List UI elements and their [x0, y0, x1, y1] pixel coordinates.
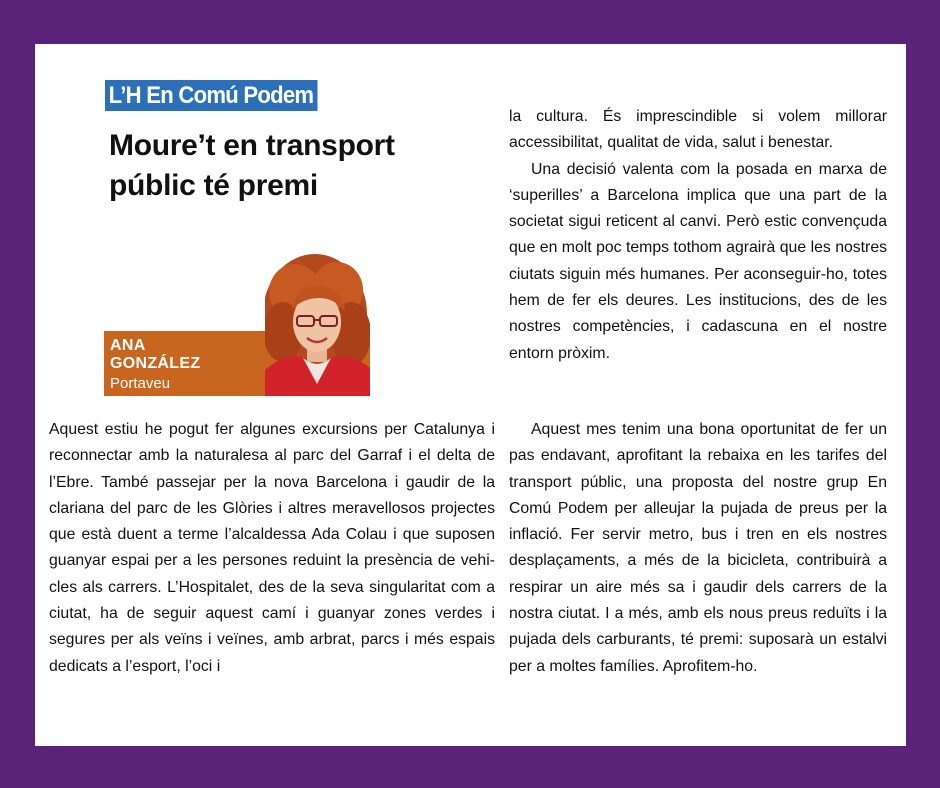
article-column-left [49, 417, 495, 680]
author-name: ANA GONZÁLEZ [110, 337, 201, 372]
paragraph: Una decisió valenta com la posada en marxa de ‘superilles’ a Barcelona implica que una part de la societat sigui reticent al canvi. Però estic convençuda que en molt poc temps tothom agrairà que les nostres ciutats siguin més humanes. Per aconseguir-ho, totes hem de fer els deures. Les institucions, des de les nostres competències, i cadascuna en el nostre entorn pròxim. [509, 160, 887, 362]
author-role: Portaveu [110, 375, 171, 392]
article-column-right-bottom [509, 417, 887, 680]
paragraph: Aquest mes tenim una bona oportunitat de fer un pas endavant, aprofitant la rebaixa en les tarifes del transport públic, una proposta del nostre grup En Comú Podem per alleujar la pujada de preus per la inflació. Fer servir metro, bus i tren en els nostres desplaçaments, a més de la bicicleta, contribuirà a respirar un aire més sa i gaudir dels carrers de la nostra ciutat. I a més, amb els nous preus reduïts i la pujada dels carburants, té premi: suposarà un estalvi per a moltes famílies. Aprofitem-ho. [509, 421, 887, 675]
headline: Moure’t en transport públic té premi [109, 129, 395, 202]
article-column-right-top [509, 104, 887, 367]
article-page [35, 44, 906, 746]
paragraph: Aquest estiu he pogut fer algunes excursions per Catalunya i reconnectar amb la naturalesa al parc del Garraf i el delta de l’Ebre. També passejar per la nova Barcelona i gaudir de la clariana del parc de les Glòries i altres meravellosos projectes que està duent a terme l’alcaldessa Ada Colau i que suposen guanyar espai per a les persones reduint la presència de vehicles als carrers. L’Hospitalet, des de la seva singularitat com a ciutat, ha de seguir aquest camí i guanyar zones verdes i segures per als veïns i veïnes, amb arbrat, parcs i més espais dedicats a l’esport, l’oci i [49, 421, 495, 675]
author-portrait [265, 252, 370, 396]
paragraph: la cultura. És imprescindible si volem millorar accessibilitat, qualitat de vida, salut i benestar. [509, 108, 887, 152]
section-label: L’H En Comú Podem [105, 80, 318, 111]
